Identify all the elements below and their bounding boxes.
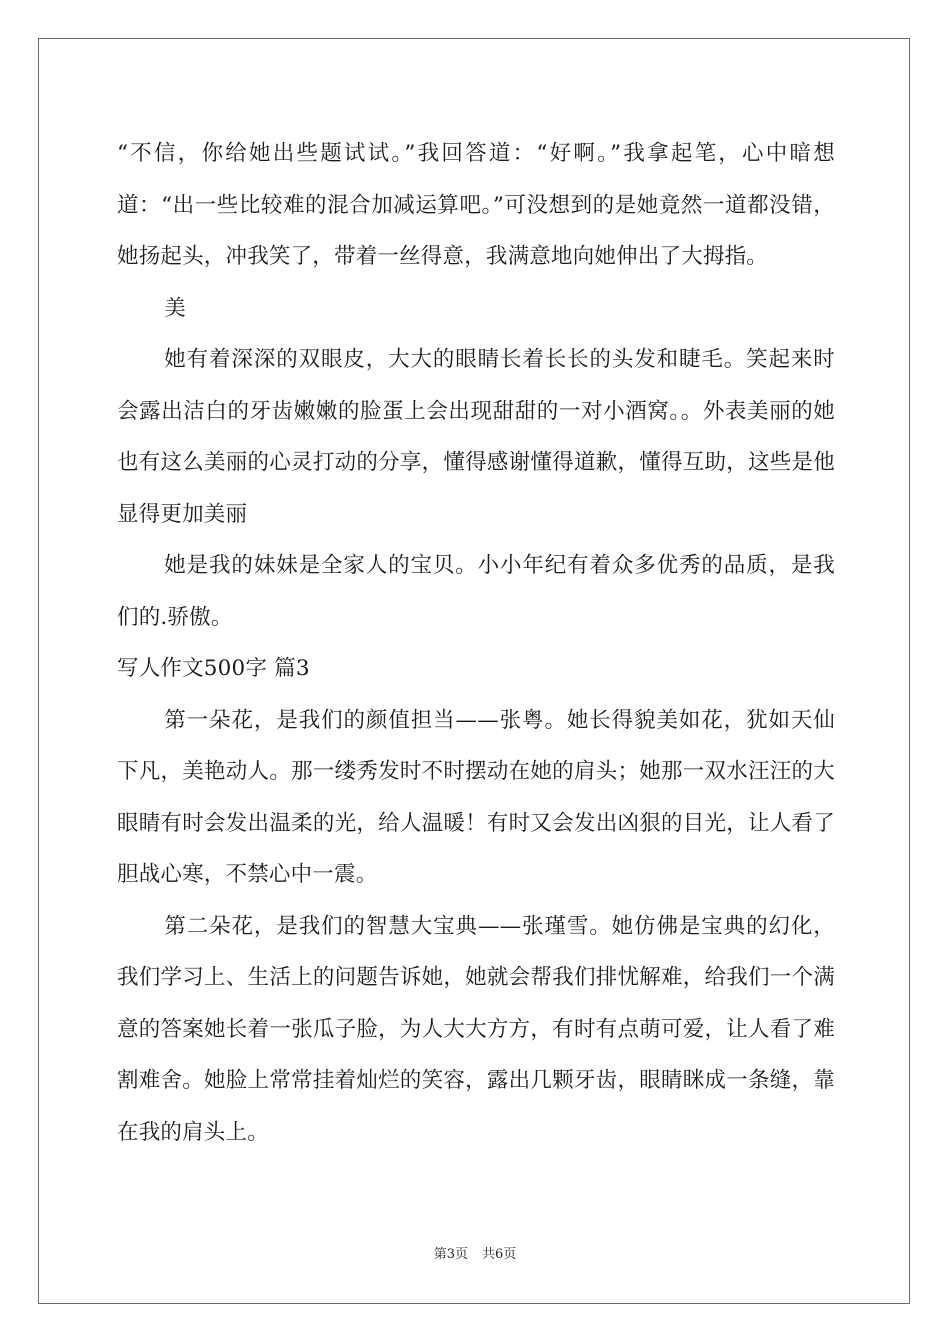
paragraph-first-flower: 第一朵花，是我们的颜值担当——张粤。她长得貌美如花，犹如天仙下凡，美艳动人。那一缕秀发时不时摆动在她的肩头；她那一双水汪汪的大眼睛有时会发出温柔的光，给人温暖！有时又会发出凶狠的目光，让人看了胆战心寒，不禁心中一震。 xyxy=(117,707,835,887)
paragraph-second-flower: 第二朵花，是我们的智慧大宝典——张瑾雪。她仿佛是宝典的幻化，我们学习上、生活上的问题告诉她，她就会帮我们排忧解难，给我们一个满意的答案她长着一张瓜子脸，为人大大方方，有时有点萌可爱，让人看了难割难舍。她脸上常常挂着灿烂的笑容，露出几颗牙齿，眼睛眯成一条缝，靠在我的肩头上。 xyxy=(117,913,835,1145)
paragraph-sister: 她是我的妹妹是全家人的宝贝。小小年纪有着众多优秀的品质，是我们的.骄傲。 xyxy=(117,553,835,630)
section-title: 写人作文500字 篇3 xyxy=(117,656,310,681)
document-body xyxy=(117,128,835,1158)
paragraph-dialogue: “不信，你给她出些题试试。”我回答道：“好啊。”我拿起笔，心中暗想道：“出一些比较难的混合加减运算吧。”可没想到的是她竟然一道都没错，她扬起头，冲我笑了，带着一丝得意，我满意地向她伸出了大拇指。 xyxy=(117,141,835,269)
paragraph-appearance: 她有着深深的双眼皮，大大的眼睛长着长长的头发和睫毛。笑起来时会露出洁白的牙齿嫩嫩的脸蛋上会出现甜甜的一对小酒窝。。外表美丽的她也有这么美丽的心灵打动的分享，懂得感谢懂得道歉，懂得互助，这些是他显得更加美丽 xyxy=(117,347,835,527)
paragraph-heading-beauty: 美 xyxy=(164,295,186,321)
page-total: 共6页 xyxy=(482,1247,517,1262)
page-footer xyxy=(0,1243,950,1262)
page-number: 第3页 xyxy=(433,1247,468,1262)
